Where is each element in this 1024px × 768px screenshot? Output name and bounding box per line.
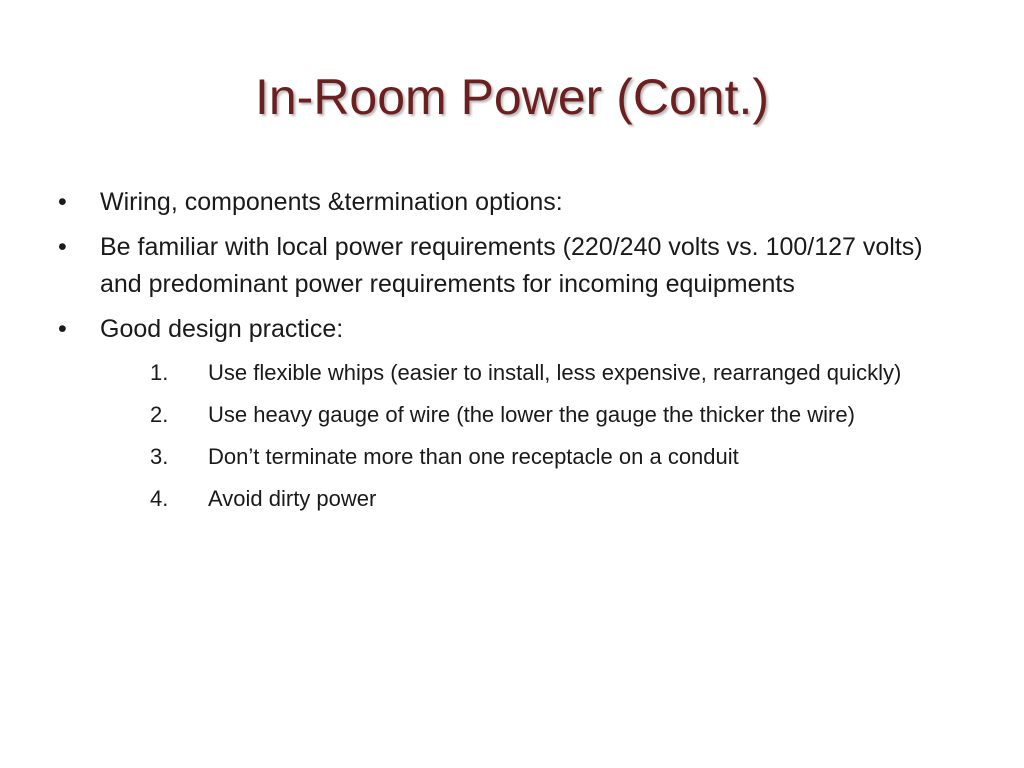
bullet-marker: • [58,188,67,216]
bullet-marker: • [58,315,67,343]
bullet-item [58,229,958,303]
item-text: Use flexible whips (easier to install, less expensive, rearranged quickly) [208,360,902,385]
bullet-item [58,184,958,221]
item-number: 2. [150,402,169,427]
numbered-list [150,356,958,515]
item-number: 3. [150,444,169,469]
slide-body [58,184,958,524]
item-text: Avoid dirty power [208,486,377,511]
bullet-item [58,311,958,348]
numbered-item [150,398,908,431]
numbered-item [150,440,908,473]
bullet-text: Be familiar with local power requirements (220/240 volts vs. 100/127 volts) and predominant power requirements for incoming equipments [100,233,923,298]
bullet-text: Good design practice: [100,315,344,343]
slide-title: In-Room Power (Cont.) [254,69,770,125]
bullet-text: Wiring, components &termination options: [100,188,563,216]
numbered-item [150,356,908,389]
item-number: 4. [150,486,169,511]
item-text: Use heavy gauge of wire (the lower the gauge the thicker the wire) [208,402,855,427]
item-text: Don’t terminate more than one receptacle on a conduit [208,444,739,469]
bullet-marker: • [58,233,67,261]
numbered-item [150,482,908,515]
item-number: 1. [150,360,169,385]
